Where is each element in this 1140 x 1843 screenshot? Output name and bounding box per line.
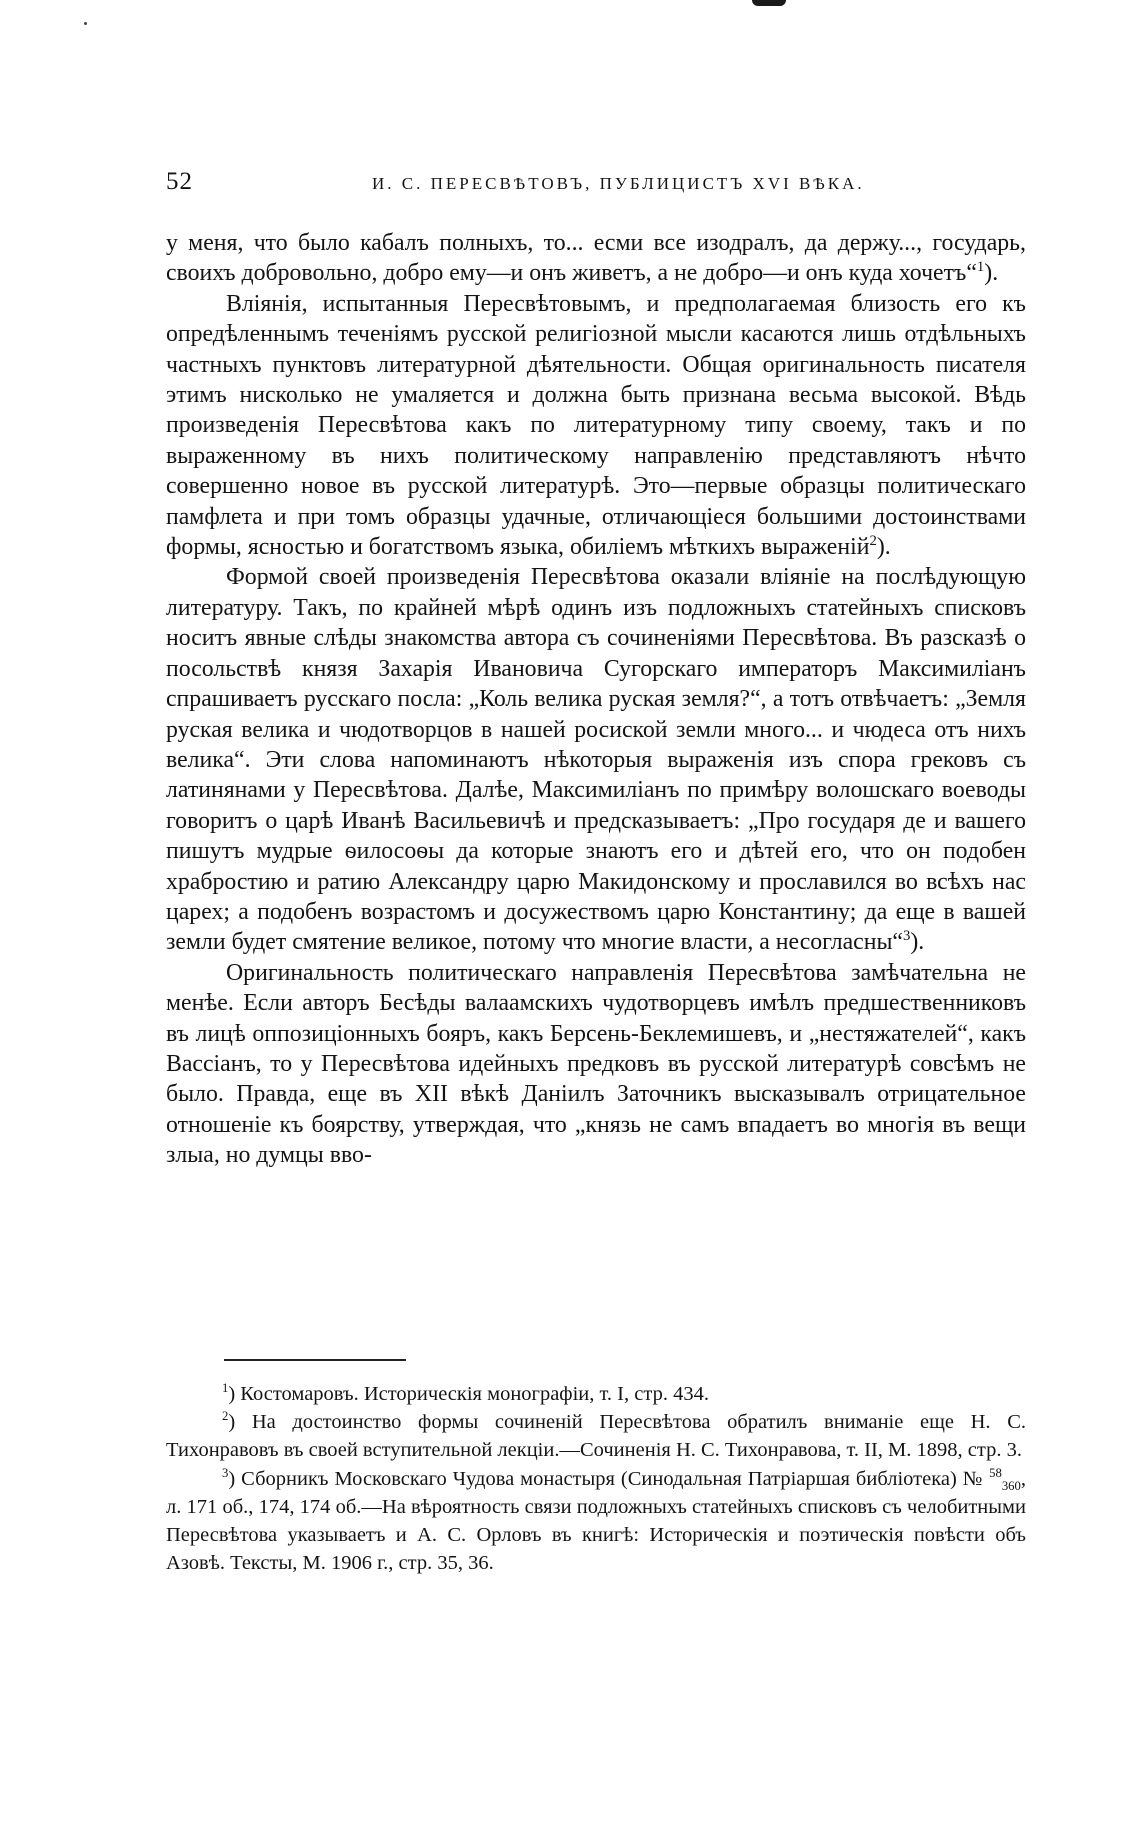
shelfmark-numerator: 58	[989, 1465, 1002, 1480]
paragraph-3	[166, 562, 1026, 957]
page-header	[166, 168, 1026, 198]
footnote-text-continued: , л. 171 об., 174, 174 об.—На вѣроятность связи подложныхъ статейныхъ списковъ съ челобитными Пересвѣтова указываетъ и А. С. Орловъ въ книгѣ: Историческія и поэтическія повѣсти объ Азовѣ. Тексты, М. 1906 г., стр. 35, 36.	[166, 1467, 1027, 1575]
paragraph-tail: ).	[910, 929, 925, 956]
paragraph-tail: ).	[984, 260, 999, 287]
footnote-text: ) Сборникъ Московскаго Чудова монастыря (Синодальная Патріаршая библіотека) №	[228, 1467, 984, 1490]
paragraph-2	[166, 289, 1026, 563]
footnote-text: ) На достоинство формы сочиненій Пересвѣтова обратилъ вниманіе еще Н. С. Тихонравовъ въ своей вступительной лекціи.—Сочиненія Н. С. Тихонравова, т. II, М. 1898, стр. 3.	[166, 1411, 1026, 1462]
footnote-1	[166, 1380, 1026, 1408]
footnote-ref: 2	[869, 533, 877, 550]
footnote-marker: 2	[222, 1409, 229, 1424]
page-number: 52	[166, 168, 193, 195]
running-head: И. С. ПЕРЕСВѢТОВЪ, ПУБЛИЦИСТЪ XVI ВѢКА.	[372, 174, 865, 193]
footnote-2	[166, 1408, 1026, 1464]
footnote-ref: 1	[976, 259, 985, 276]
main-text	[166, 228, 1026, 1171]
paragraph-text: Оригинальность политическаго направленія Пересвѣтова замѣчательна не менѣе. Если авторъ Бесѣды валаамскихъ чудотворцевъ имѣлъ предшественниковъ въ лицѣ оппозиціонныхъ бояръ, какъ Берсень-Беклемишевъ, и „нестяжателей“, какъ Вассіанъ, то у Пересвѣтова идейныхъ предковъ въ русской литературѣ совсѣмъ не было. Правда, еще въ XII вѣкѣ Даніилъ Заточникъ высказывалъ отрицательное отношеніе къ боярству, утверждая, что „князь не самъ впадаетъ во многія въ вещи злыа, но думцы вво-	[166, 959, 1026, 1169]
scan-speck	[84, 22, 87, 25]
paragraph-4	[166, 958, 1026, 1171]
footnote-marker: 1	[222, 1381, 229, 1396]
paragraph-text: Формой своей произведенія Пересвѣтова оказали вліяніе на послѣдующую литературу. Такъ, по крайней мѣрѣ одинъ изъ подложныхъ статейныхъ списковъ носитъ явные слѣды знакомства автора съ сочиненіями Пересвѣтова. Въ разсказѣ о посольствѣ князя Захарія Ивановича Сугорскаго императоръ Максимиліанъ спрашиваетъ русскаго посла: „Коль велика руская земля?“, а тотъ отвѣчаетъ: „Земля руская велика и чюдотворцов в нашей росиской земли много... и чюдеса отъ нихъ велика“. Эти слова напоминаютъ нѣкоторыя выраженія изъ спора грековъ съ латинянами у Пересвѣтова. Далѣе, Максимиліанъ по примѣру волошскаго воеводы говоритъ о царѣ Иванѣ Васильевичѣ и предсказываетъ: „Про государя де и вашего пишутъ мудрые ѳилосоѳы да которые знаютъ его и дѣтей его, что он подобен храбростию и ратию Александру царю Макидонскому и прославился во всѣхъ нас царех; а подобенъ возрастомъ и досужествомъ царю Константину; да еще в вашей земли будет смятение великое, потому что многие власти, а несогласны“	[166, 564, 1026, 956]
paragraph-text: у меня, что было кабалъ полныхъ, то... есми все изодралъ, да держу..., государь, своихъ добровольно, добро ему—и онъ живетъ, а не добро—и онъ куда хочетъ“	[166, 230, 1026, 287]
scan-mark	[752, 0, 786, 6]
paragraph-text: Вліянія, испытанныя Пересвѣтовымъ, и предполагаемая близость его къ опредѣленнымъ теченіямъ русской религіозной мысли касаются лишь отдѣльныхъ частныхъ пунктовъ литературной дѣятельности. Общая оригинальность писателя этимъ нисколько не умаляется и должна быть признана весьма высокой. Вѣдь произведенія Пересвѣтова какъ по литературному типу своему, такъ и по выраженному въ нихъ политическому направленію представляютъ нѣчто совершенно новое въ русской литературѣ. Это—первые образцы политическаго памфлета и при томъ образцы удачные, отличающіеся большими достоинствами формы, ясностью и богатствомъ языка, обиліемъ мѣткихъ выраженій	[166, 290, 1026, 561]
footnote-marker: 3	[222, 1465, 229, 1480]
footnote-divider	[224, 1359, 406, 1361]
footnote-ref: 3	[903, 928, 911, 945]
footnote-3	[166, 1465, 1026, 1578]
paragraph-tail: ).	[876, 534, 891, 561]
footnote-text: ) Костомаровъ. Историческія монографіи, т. I, стр. 434.	[228, 1383, 709, 1405]
paragraph-1	[166, 228, 1026, 289]
footnotes	[166, 1380, 1026, 1577]
shelfmark-denominator: 360	[1001, 1478, 1021, 1493]
